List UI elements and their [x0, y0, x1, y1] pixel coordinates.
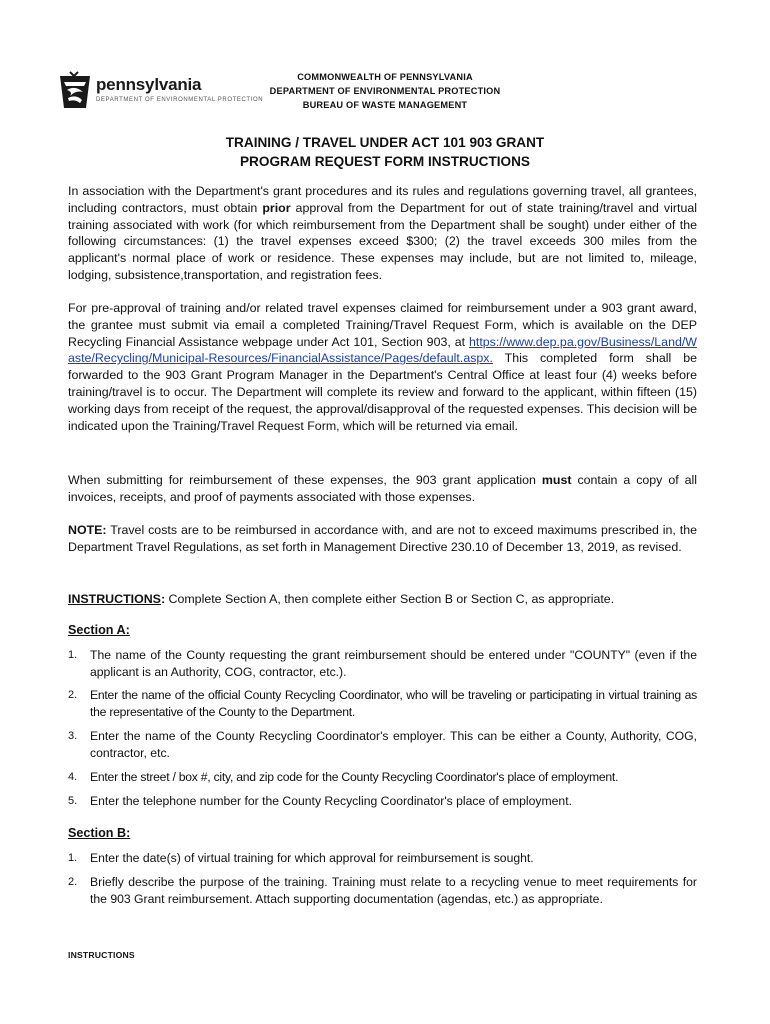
preapproval-paragraph: [68, 300, 697, 434]
item-number: 5.: [68, 795, 78, 807]
item-number: 1.: [68, 649, 78, 661]
agency-line-2: DEPARTMENT OF ENVIRONMENTAL PROTECTION: [269, 86, 501, 96]
intro-paragraph: [68, 183, 697, 284]
item-text: Enter the name of the official County Recycling Coordinator, who will be traveling or participating in virtual training as the representative of the County to the Department.: [90, 688, 697, 719]
item-text: Enter the date(s) of virtual training for which approval for reimbursement is sought.: [90, 851, 534, 865]
item-text: The name of the County requesting the grant reimbursement should be entered under "COUNTY" (even if the applicant is an Authority, COG, contractor, etc.).: [90, 648, 697, 679]
section-a-item-3: [68, 728, 697, 762]
keystone-logo-icon: [58, 70, 92, 110]
item-number: 2.: [68, 689, 78, 701]
item-text: Enter the street / box #, city, and zip code for the County Recycling Coordinator's place of employment.: [90, 770, 619, 784]
section-a-item-2: [68, 687, 697, 721]
intro-text-b: approval from the Department for out of state training/travel and virtual training associated with work (for which reimbursement from the Department shall be sought) under either of the following circumstances: (1) the travel expenses exceed $300; (2) the travel exceeds 300 miles from the applicant's normal place of work or residence. These expenses may include, but are not limited to, mileage, lodging, subsistence,transportation, and registration fees.: [68, 200, 697, 282]
instructions-text: Complete Section A, then complete either Section B or Section C, as appropriate.: [165, 592, 615, 606]
logo-subtext: DEPARTMENT OF ENVIRONMENTAL PROTECTION: [96, 97, 264, 103]
section-a-colon: :: [125, 623, 130, 637]
item-number: 4.: [68, 771, 78, 783]
item-number: 3.: [68, 730, 78, 742]
note-label: NOTE:: [68, 523, 107, 537]
section-b-item-1: [68, 850, 697, 867]
item-number: 2.: [68, 876, 78, 888]
instructions-line: [68, 591, 697, 608]
agency-header: [240, 70, 530, 112]
item-number: 1.: [68, 852, 78, 864]
section-b-heading-text: Section B: [68, 826, 127, 840]
reimbursement-text-a: When submitting for reimbursement of these expenses, the 903 grant application: [68, 473, 542, 487]
preapproval-text-b: This completed form shall be forwarded to the 903 Grant Program Manager in the Department's Central Office at least four (4) weeks before training/travel is to occur. The Department will complete its review and forward to the applicant, within fifteen (15) working days from receipt of the request, the approval/disapproval of the requested expenses. This decision will be indicated upon the Training/Travel Request Form, which will be returned via email.: [68, 351, 697, 433]
section-a-heading: [68, 623, 130, 637]
dep-webpage-link[interactable]: https://www.dep.pa.gov/Business/Land/Waste/Recycling/Municipal-Resources/FinancialAssistance/Pages/default.aspx.: [68, 334, 697, 366]
section-a-item-4: [68, 769, 697, 786]
document-title: [120, 133, 650, 171]
page-footer: INSTRUCTIONS: [68, 950, 135, 960]
title-line-1: TRAINING / TRAVEL UNDER ACT 101 903 GRANT: [225, 135, 545, 150]
logo-wordmark: pennsylvania: [96, 75, 202, 94]
section-b-item-2: [68, 874, 697, 908]
intro-emphasis: prior: [262, 200, 291, 215]
pennsylvania-logo: [58, 70, 264, 110]
agency-line-3: BUREAU OF WASTE MANAGEMENT: [302, 100, 468, 110]
reimbursement-paragraph: [68, 472, 697, 506]
instructions-colon: :: [160, 592, 166, 606]
agency-line-1: COMMONWEALTH OF PENNSYLVANIA: [297, 72, 473, 82]
item-text: Briefly describe the purpose of the training. Training must relate to a recycling venue to meet requirements for the 903 Grant reimbursement. Attach supporting documentation (agendas, etc.) as appropriate.: [90, 875, 697, 906]
section-b-colon: :: [126, 826, 131, 840]
reimbursement-text-b: contain a copy of all invoices, receipts, and proof of payments associated with those expenses.: [68, 473, 697, 504]
item-text: Enter the telephone number for the County Recycling Coordinator's place of employment.: [90, 794, 572, 808]
section-a-item-1: [68, 647, 697, 681]
preapproval-text-a: For pre-approval of training and/or related travel expenses claimed for reimbursement under a 903 grant award, the grantee must submit via email a completed Training/Travel Request Form, which is available on the DEP Recycling Financial Assistance webpage under Act 101, Section 903, at: [68, 301, 697, 349]
instructions-label: INSTRUCTIONS: [68, 592, 161, 606]
section-a-heading-text: Section A: [68, 623, 126, 637]
intro-text-a: In association with the Department's grant procedures and its rules and regulations governing travel, all grantees, including contractors, must obtain: [68, 184, 697, 215]
section-b-heading: [68, 826, 130, 840]
title-line-2: PROGRAM REQUEST FORM INSTRUCTIONS: [239, 154, 530, 169]
note-text: Travel costs are to be reimbursed in accordance with, and are not to exceed maximums prescribed in, the Department Travel Regulations, as set forth in Management Directive 230.10 of December 13, 2019, as revised.: [68, 523, 697, 554]
item-text: Enter the name of the County Recycling Coordinator's employer. This can be either a County, Authority, COG, contractor, etc.: [90, 729, 697, 760]
note-paragraph: [68, 522, 697, 556]
section-a-item-5: [68, 793, 697, 810]
reimbursement-emphasis: must: [541, 473, 572, 487]
